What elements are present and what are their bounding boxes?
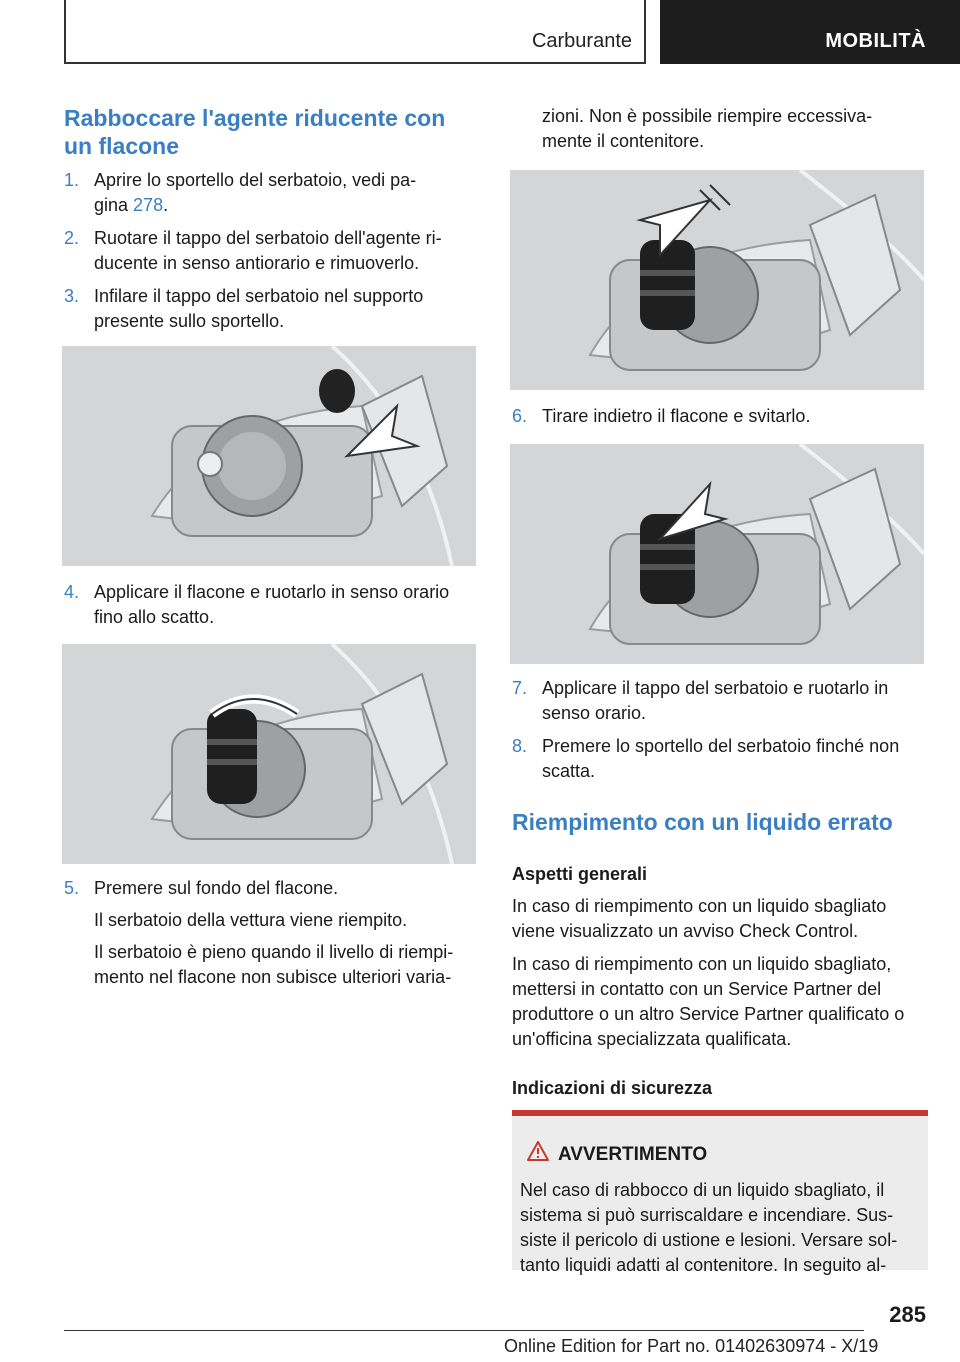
warning-text: Nel caso di rabbocco di un liquido sbagliato, il sistema si può surriscaldare e incendiare. Sus- siste il pericolo di ustione e lesioni. Versare sol- tanto liquidi adatti al contenitore. In seguito al- [520, 1180, 898, 1275]
header-section-title: Carburante [531, 30, 632, 52]
section-heading-refill: Rabboccare l'agente riducente con un flacone [64, 105, 446, 159]
warning-box [512, 1110, 928, 1275]
step-5-detail-2: Il serbatoio è pieno quando il livello di riempi- mento nel flacone non subisce ulteriori varia- [94, 942, 454, 987]
general-para-2: In caso di riempimento con un liquido sbagliato, mettersi in contatto con un Service Partner del produttore o un altro Service Partner qualificato o un'officina specializzata qualificata. [512, 954, 905, 1049]
header-section-box [64, 0, 646, 64]
footer-divider [64, 1330, 864, 1331]
illustration-bottle-filling [510, 170, 924, 390]
warning-title: AVVERTIMENTO [558, 1144, 708, 1165]
step-5-detail-1: Il serbatoio della vettura viene riempito. [94, 910, 408, 930]
illustration-pull-bottle [510, 444, 924, 664]
step-5-continuation: zioni. Non è possibile riempire eccessiva- mente il contenitore. [542, 106, 873, 151]
general-para-1: In caso di riempimento con un liquido sbagliato viene visualizzato un avviso Check Control. [512, 896, 887, 941]
header-chapter-title: MOBILITÀ [825, 30, 926, 52]
section-heading-wrong-liquid: Riempimento con un liquido errato [512, 809, 893, 835]
page-link-278[interactable]: 278 [133, 195, 164, 215]
page-number: 285 [889, 1302, 926, 1327]
subheading-safety: Indicazioni di sicurezza [512, 1078, 713, 1098]
footer-edition: Online Edition for Part no. 01402630974 - X/19 [504, 1336, 879, 1356]
illustration-cap-in-holder [62, 346, 476, 566]
header-chapter-box [660, 0, 960, 64]
warning-triangle-icon [526, 1140, 550, 1167]
illustration-apply-bottle [62, 644, 476, 864]
subheading-general: Aspetti generali [512, 864, 648, 884]
